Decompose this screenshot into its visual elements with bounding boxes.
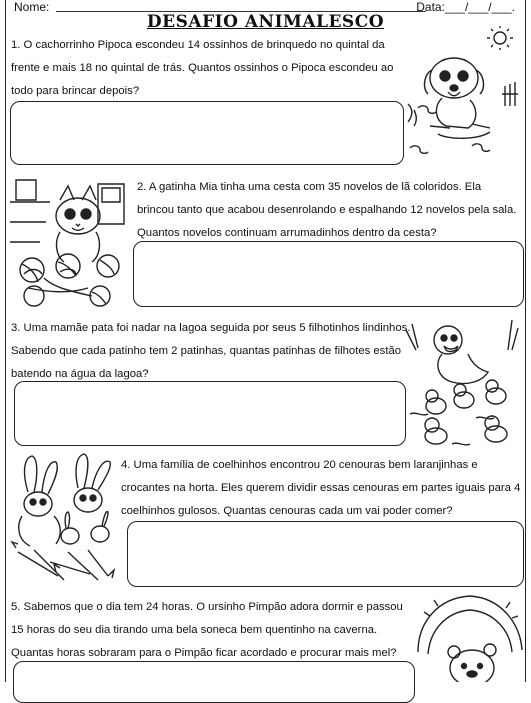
worksheet-title: DESAFIO ANIMALESCO xyxy=(146,12,385,32)
question-3-text: 3. Uma mamãe pata foi nadar na lagoa seguida por seus 5 filhotinhos lindinhos. Sabendo que cada patinho tem 2 patinhas, quantas patinhas de filhotes estão batendo na água da lagoa? xyxy=(11,322,411,380)
worksheet-page xyxy=(5,0,526,682)
bear-illustration xyxy=(414,592,524,682)
question-2-text: 2. A gatinha Mia tinha uma cesta com 35 novelos de lã coloridos. Ela brincou tanto que acabou desenrolando e espalhando 12 novelos pela sala. Quantos novelos continuam arrumadinhos dentro da cesta? xyxy=(137,181,517,239)
answer-box-3[interactable] xyxy=(14,381,406,446)
puppy-illustration xyxy=(402,26,522,162)
bunnies-illustration xyxy=(8,452,128,592)
answer-box-1[interactable] xyxy=(10,101,404,165)
kitten-illustration xyxy=(8,170,132,310)
date-label: Data:___/___/___. xyxy=(416,0,515,14)
name-label: Nome: xyxy=(14,0,50,14)
answer-box-5[interactable] xyxy=(13,661,415,703)
answer-box-4[interactable] xyxy=(127,521,524,587)
duck-family-illustration xyxy=(402,310,524,454)
question-4-text: 4. Uma família de coelhinhos encontrou 20 cenouras bem laranjinhas e crocantes na horta. Eles querem dividir essas cenouras em partes iguais para 4 coelhinhos gulosos. Quantas cenouras cada um vai poder comer? xyxy=(121,459,521,517)
question-1-text: 1. O cachorrinho Pipoca escondeu 14 ossinhos de brinquedo no quintal da frente e mais 18 no quintal de trás. Quantos ossinhos o Pipoca escondeu ao todo para brincar depois? xyxy=(11,39,394,97)
answer-box-2[interactable] xyxy=(133,241,524,307)
question-5-text: 5. Sabemos que o dia tem 24 horas. O ursinho Pimpão adora dormir e passou 15 horas do seu dia tirando uma bela soneca bem quentinho na caverna. Quantas horas sobraram para o Pimpão ficar acordado e procurar mais mel? xyxy=(11,601,403,659)
